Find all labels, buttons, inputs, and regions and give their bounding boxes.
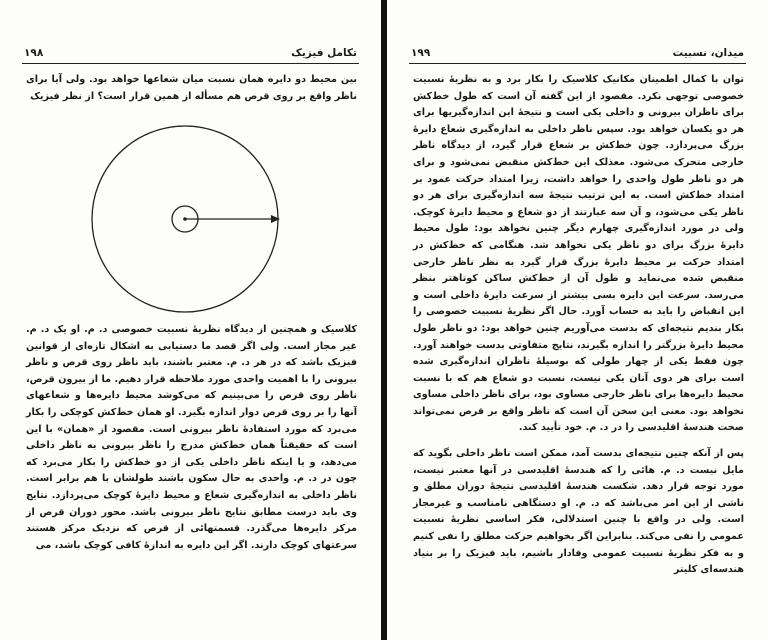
right-paragraph-2: پس از آنکه چنین نتیجه‌ای بدست آمد، ممکن است ناظر داخلی بگوید که مایل نیست د. م. هائی را که هندسهٔ اقلیدسی در آنها معتبر نیست، مورد توجه قرار دهد. شکست هندسهٔ اقلیدسی نتیجهٔ دوران مطلق و ناشی از این امر می‌باشد که د. م. او دستگاهی نامناسب و غیرمجاز است. ولی در واقع با چنین استدلالی، فکر اساسی نظریهٔ نسبیت عمومی را نفی می‌کند. بنابراین اگر بخواهیم حرکت مطلق را نفی کنیم و به فکر نظریهٔ نسبیت عمومی وفادار باشیم، باید فیزیک را بر بنیاد هندسه‌ای کلیتر [413, 448, 744, 576]
left-page-number: ۱۹۸ [24, 47, 44, 59]
right-running-title: میدان، نسبیت [672, 47, 744, 59]
left-page [0, 0, 381, 640]
radius-arrowhead [271, 215, 280, 223]
left-header-rule [22, 63, 359, 64]
disc-figure-svg [82, 122, 308, 318]
rotating-disc-diagram [82, 122, 308, 318]
right-header-rule [409, 63, 746, 64]
right-page-number: ۱۹۹ [411, 47, 431, 59]
left-bottom-text: کلاسیک و همچنین از دیدگاه نظریهٔ نسبیت خصوصی د. م. او یک د. م. غیر مجاز است. ولی اگر قصد ما دستیابی به اشکال تازه‌ای از قوانین فیزیک باشد که در هر د. م. معتبر باشند، باید ناظر روی قرص و ناظر بیرونی را با اهمیت واحدی مورد ملاحظه قرار دهیم. ما از بیرون قرص، ناظر روی قرص را می‌بینیم که می‌کوشد محیط دایره‌ها و شعاعهای آنها را بر روی قرص دوار اندازه بگیرد. او همان خط‌کش کوچکی را بکار می‌برد که مورد استفادهٔ ناظر بیرونی است. مقصود از «همان» با این است که حقیقتاً همان خط‌کش مدرج را ناظر بیرونی به ناظر داخلی می‌دهد، و یا اینکه ناظر داخلی یکی از دو خط‌کش را بکار می‌برد که چون در د. م. واحدی به حال سکون باشند طولشان با هم برابر است. ناظر داخلی به اندازه‌گیری شعاع و محیط دایرهٔ کوچک می‌پردازد. نتایج وی باید درست مطابق نتایج ناظر بیرونی باشد. محور دوران قرص از مرکز دایره‌ها می‌گذرد. قسمتهائی از قرص که نزدیک مرکز هستند سرعتهای کوچک دارند. اگر این دایره به اندازهٔ کافی کوچک باشد، می [26, 324, 357, 551]
left-page-header [24, 46, 357, 60]
left-top-text: بین محیط دو دایره همان نسبت میان شعاعها خواهد بود. ولی آیا برای ناظر واقع بر روی قرص هم مسأله از همین قرار است؟ از نظر فیزیک [26, 74, 357, 102]
left-running-title: تکامل فیزیک [291, 47, 357, 59]
right-page [387, 0, 768, 640]
right-page-header [411, 46, 744, 60]
right-paragraph-1: توان با کمال اطمینان مکانیک کلاسیک را بکار برد و به نظریهٔ نسبیت خصوصی توجهی نکرد. مقصود از این گفته آن است که طول خط‌کش برای ناظران بیرونی و داخلی یکی است و نتیجهٔ این اندازه‌گیریها برای هر دو یکسان خواهد بود. سپس ناظر داخلی به اندازه‌گیری شعاع دایرهٔ بزرگ می‌پردازد. چون خط‌کش بر شعاع قرار گیرد، از دیدگاه ناظر خارجی متحرک می‌شود. معذلک این خط‌کش منقبض نمی‌شود و برای هر دو ناظر طول واحدی را خواهد داشت، زیرا امتداد حرکت عمود بر امتداد خط‌کش است. به این ترتیب نتیجهٔ سه اندازه‌گیری برای هر دو ناظر یکی می‌شود، و آن سه عبارتند از دو شعاع و محیط دایرهٔ کوچک. ولی در مورد اندازه‌گیری چهارم دیگر چنین نخواهد بود: طول محیط دایرهٔ بزرگ برای دو ناظر یکی نخواهد شد. هنگامی که خط‌کش در امتداد حرکت بر محیط دایرهٔ بزرگ قرار گیرد به نظر ناظر خارجی منقبض شده می‌نماید و طول آن از خط‌کش ساکن کوتاهتر بنظر می‌رسد. سرعت این دایره بسی بیشتر از سرعت دایرهٔ داخلی است و این انقباض را باید به حساب آورد. حال اگر نظریهٔ نسبیت خصوصی را بکار بندیم نتیجه‌ای که بدست می‌آوریم چنین خواهد بود: دو ناظر طول محیط دایرهٔ بزرگتر را اندازه بگیرند، نتایج متفاوتی بدست خواهند آورد. چون فقط یکی از چهار طولی که بوسیلهٔ ناظران اندازه‌گیری شده است برای هر دوی آنان یکی نیست، نسبت دو شعاع هم که با نسبت محیط دایره‌ها برای ناظر خارجی مساوی بود، برای ناظر داخلی مساوی نخواهد بود. معنی این سخن آن است که ناظر واقع بر قرص نمی‌تواند صحت هندسهٔ اقلیدسی را در د. م. خود تأیید کند. [413, 74, 744, 434]
